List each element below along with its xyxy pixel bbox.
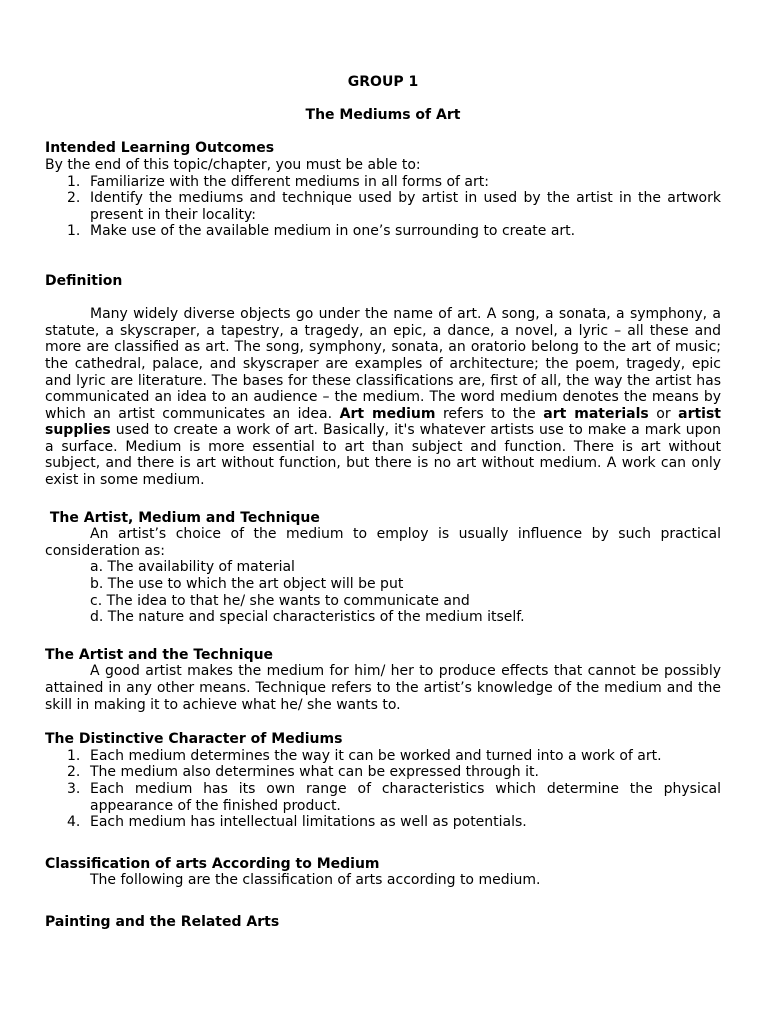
document-title: The Mediums of Art	[305, 107, 461, 124]
at-heading: The Artist and the Technique	[45, 646, 274, 663]
definition-text-1: Many widely diverse objects go under the name of art. A song, a sonata, a symphony, a statute, a skyscraper, a tapestry, a tragedy, an epic, a dance, a novel, a lyric – all these and more are classified as art. The song, symphony, sonata, an oratorio belong to the art of music; the cathedral, palace, and skyscraper are examples of architecture; the poem, tragedy, epic and lyric are literature. The bases for these classifications are, first of all, the way the artist has communicated an idea to an audience – the medium. The word medium denotes the means by which an artist communicates an idea.	[45, 306, 721, 422]
list-number: 2.	[67, 764, 81, 781]
list-text: Each medium has its own range of characteristics which determine the physical appearance of the finished product.	[90, 780, 721, 814]
page-content	[45, 74, 721, 931]
list-item	[45, 781, 721, 814]
list-item	[45, 174, 721, 191]
cam-paragraph: The following are the classification of arts according to medium.	[90, 872, 541, 889]
list-text: Each medium determines the way it can be worked and turned into a work of art.	[90, 747, 662, 764]
at-paragraph: A good artist makes the medium for him/ her to produce effects that cannot be possibly attained in any other means. Technique refers to the artist’s knowledge of the medium and the skill in making it to achieve what he/ she wants to.	[45, 663, 721, 713]
definition-paragraph	[45, 306, 721, 489]
list-number: 1.	[67, 223, 81, 240]
list-text: The medium also determines what can be expressed through it.	[90, 764, 539, 781]
list-item: d. The nature and special characteristics of the medium itself.	[90, 609, 525, 626]
term-artist-supplies: artist supplies	[45, 405, 721, 439]
list-number: 3.	[67, 780, 81, 797]
amt-paragraph: An artist’s choice of the medium to employ is usually influence by such practical consideration as:	[45, 526, 721, 559]
list-item: a. The availability of material	[90, 559, 295, 576]
ilo-intro: By the end of this topic/chapter, you must be able to:	[45, 156, 421, 173]
term-art-materials: art materials	[543, 405, 649, 422]
list-item	[45, 748, 721, 765]
list-item	[45, 190, 721, 223]
list-item	[45, 764, 721, 781]
definition-text-4: used to create a work of art. Basically, it's whatever artists use to make a mark upon a surface. Medium is more essential to art than subject and function. There is art without subject, and there is art without function, but there is no art without medium. A work can only exist in some medium.	[45, 422, 721, 489]
definition-heading: Definition	[45, 272, 123, 289]
amt-heading: The Artist, Medium and Technique	[45, 509, 320, 526]
ilo-list	[45, 174, 721, 240]
group-label: GROUP 1	[347, 74, 419, 90]
amt-list	[45, 559, 721, 625]
dcm-list	[45, 748, 721, 831]
list-text: Each medium has intellectual limitations as well as potentials.	[90, 814, 527, 831]
list-text: Identify the mediums and technique used by artist in used by the artist in the artwork present in their locality:	[90, 190, 721, 223]
list-number: 4.	[67, 814, 81, 831]
list-number: 2.	[67, 190, 81, 207]
list-item: b. The use to which the art object will be put	[90, 576, 404, 593]
term-art-medium: Art medium	[339, 405, 436, 422]
list-number: 1.	[67, 173, 81, 190]
list-text: Familiarize with the different mediums in all forms of art:	[90, 173, 489, 190]
list-item	[45, 223, 721, 240]
list-number: 1.	[67, 747, 81, 764]
list-text: Make use of the available medium in one’s surrounding to create art.	[90, 223, 576, 240]
list-item	[45, 814, 721, 831]
dcm-heading: The Distinctive Character of Mediums	[45, 731, 343, 748]
list-item: c. The idea to that he/ she wants to communicate and	[90, 592, 470, 609]
ilo-heading: Intended Learning Outcomes	[45, 140, 275, 157]
cam-heading: Classification of arts According to Medium	[45, 855, 380, 872]
definition-text-2: refers to the	[435, 405, 544, 422]
painting-heading: Painting and the Related Arts	[45, 913, 280, 930]
definition-text-3: or	[648, 405, 679, 422]
